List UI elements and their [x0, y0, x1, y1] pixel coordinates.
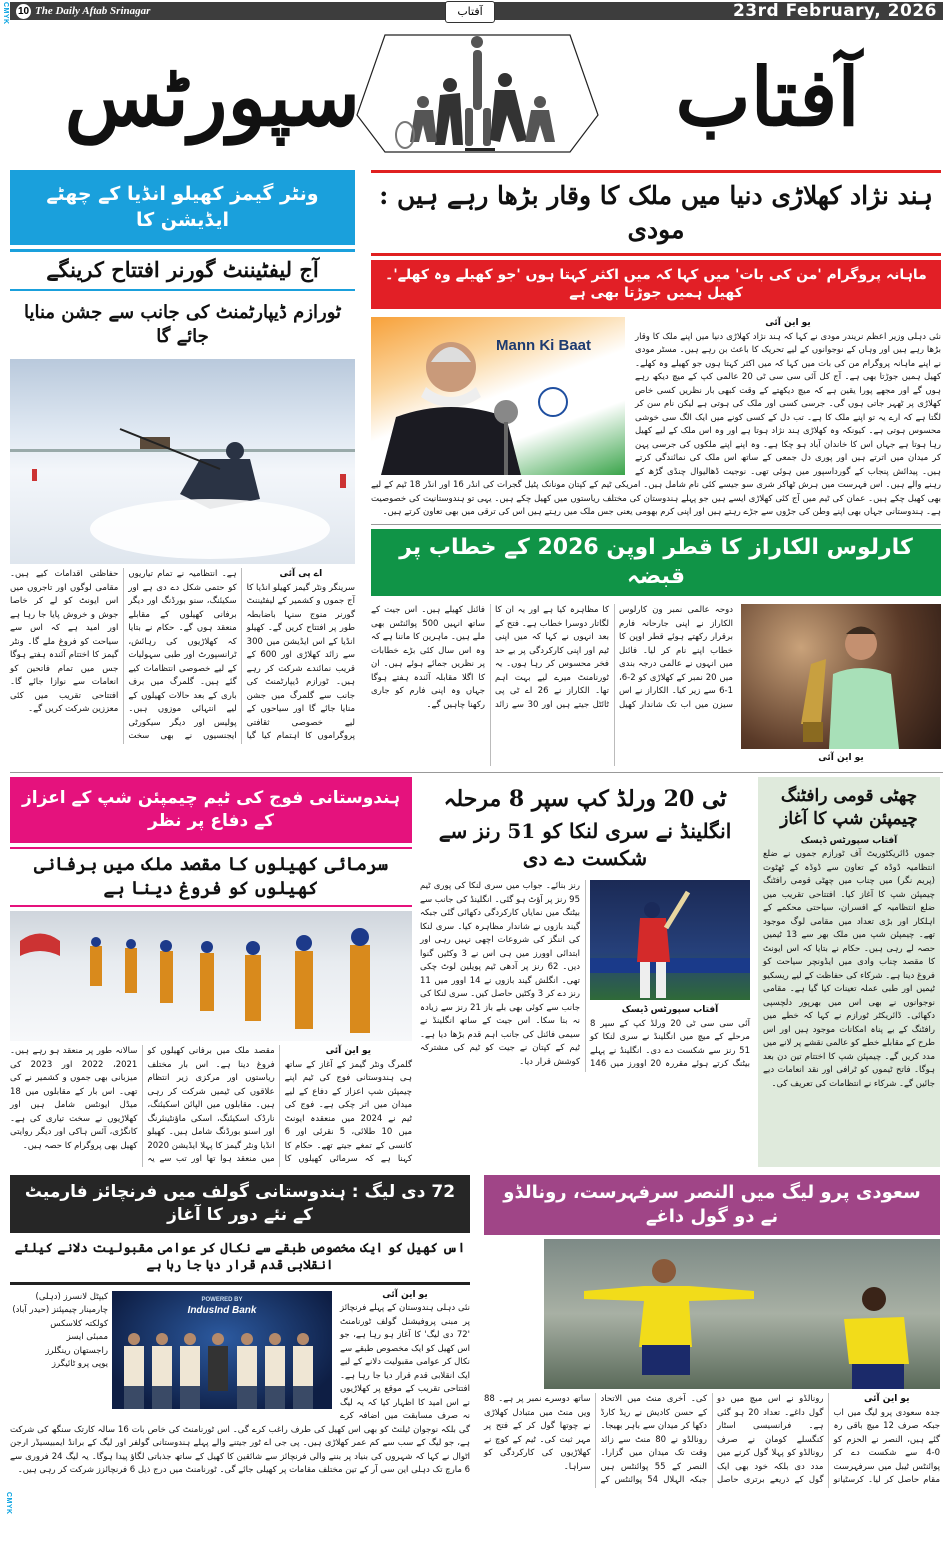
sports-figures-logo-icon — [355, 30, 600, 155]
golf-league-photo — [112, 1291, 332, 1409]
golf-body — [10, 1289, 470, 1478]
row-middle-stories — [10, 772, 943, 1167]
divider — [371, 253, 941, 256]
mann-ki-baat-title: Mann Ki Baat — [496, 337, 592, 355]
article-text: گلمرگ ونٹر گیمز کے آغاز کے ساتھ ہی ہندوستانی فوج کی ٹیم اپنے چیمپئن شپ اعزاز کے دفاع کے لیے میدان میں اتر چکی ہے۔ فوج کی ٹیم نے 2024 میں منعقدہ ایونٹ میں 10 طلائی، 5 نقرئی اور 6 کانسی کے تمغے جیتے تھے۔ حکام کا کہنا ہے کہ سرمائی کھیلوں کا مقصد ملک میں برفانی کھیلوں کو فروغ دینا ہے۔ اس بار مختلف ریاستوں اور مرکزی زیر انتظام علاقوں کی ٹیمیں شرکت کر رہی ہیں۔ مقابلوں میں الپائن اسکیئنگ، نارڈک اسکیئنگ، اسکی ماؤنٹینئرنگ اور اسنو بورڈنگ شامل ہیں۔ کھیلو انڈیا ونٹر گیمز کا پہلا ایڈیشن 2020 میں منعقد ہوا تھا اور تب سے یہ سالانہ طور پر منعقد ہو رہے ہیں۔ 2021، 2022 اور 2023 کی میزبانی بھی جموں و کشمیر نے کی تھی۔ اس بار کے مقابلوں میں 18 میڈل ایونٹس شامل ہیں اور کھلاڑیوں نے سخت تیاری کی ہے۔ کانگڑی، آئس ہاکی اور دیگر روایتی کھیل بھی پروگرام کا حصہ ہیں۔ — [10, 1046, 412, 1165]
alcaraz-headline: کارلوس الکاراز کا قطر اوپن 2026 کے خطاب پر قبضہ — [371, 529, 941, 596]
article-text: آئی سی سی ٹی 20 ورلڈ کپ کے سپر 8 مرحلے کے میچ میں انگلینڈ نے سری لنکا کو 51 رنز سے شکست دے دی۔ انگلینڈ نے پہلے بیٹنگ کرتے ہوئے مقررہ 20 اوورز میں 146 رنز بنائے۔ جواب میں سری لنکا کی پوری ٹیم 95 رنز پر آؤٹ ہو گئی۔ انگلینڈ کی جانب سے بیٹنگ میں نمایاں کارکردگی دکھائی گئی جبکہ گیند بازوں نے شاندار مظاہرہ کیا۔ سری لنکا کی اننگز کی شروعات اچھی نہیں رہی اور ابتدائی اوورز میں ہی اس نے 3 وکٹیں گنوا دیں۔ 62 رنز پر آدھی ٹیم پویلین لوٹ چکی تھی۔ انگلش گیند بازوں نے 14 اوور میں 11 رنز دے کر 3 وکٹیں حاصل کیں۔ سری لنکا کی جانب سے کوئی بھی بلے باز 21 رنز سے زیادہ نہ بنا سکا۔ اس جیت کے ساتھ انگلینڈ نے سیمی فائنل کی جانب اہم قدم بڑھا دیا ہے۔ ٹیم کے کپتان نے جیت کو ٹیم کی مشترکہ کوشش قرار دیا۔ — [420, 881, 750, 1070]
cricket-batsman-photo — [590, 880, 750, 1000]
modi-subheadline: ماہانہ پروگرام 'من کی بات' میں کہا کہ میں اکثر کہتا ہوں 'جو کھیلے وہ کھلے'۔ کھیل ہمیں جوڑتا بھی ہے — [371, 260, 941, 310]
byline: آفتاب سپورٹس ڈیسک — [800, 835, 898, 846]
cricket-article — [420, 777, 750, 1167]
winter-games-kicker: ونٹر گیمز کھیلو انڈیا کے چھٹے ایڈیشن کا — [10, 170, 355, 245]
modi-headline: ہند نژاد کھلاڑی دنیا میں ملک کا وقار بڑھا رہے ہیں : مودی — [379, 181, 933, 244]
army-article — [10, 777, 412, 1167]
byline: یو این آئی — [765, 318, 811, 329]
divider — [10, 289, 355, 291]
row-bottom-stories — [5, 1175, 943, 1522]
alcaraz-body — [371, 604, 733, 766]
ronaldo-headline: سعودی پرو لیگ میں النصر سرفہرست، رونالڈو نے دو گول داغے — [484, 1175, 940, 1236]
powered-by-text: POWERED BY — [201, 1296, 243, 1303]
sponsor-text: IndusInd Bank — [187, 1304, 257, 1316]
print-color-marks-bottom: CMYK — [5, 1491, 12, 1515]
divider — [371, 170, 941, 173]
byline: اے پی آئی — [279, 569, 323, 580]
article-text: دوحہ عالمی نمبر ون کارلوس الکاراز نے اپنی جارحانہ فارم برقرار رکھتے ہوئے قطر اوپن کا خطاب اپنے نام کر لیا۔ فائنل میں انہوں نے عالمی درجہ بندی میں 20 نمبر کے کھلاڑی کو 2-6، 1-6 سے زیر کیا۔ الکاراز نے اس سیزن میں اب تک شاندار کھیل کا مظاہرہ کیا ہے اور یہ ان کا لگاتار دوسرا خطاب ہے۔ فتح کے بعد انہوں نے کہا کہ میں اپنی ٹیم اور اپنی کارکردگی پر بے حد فخر محسوس کر رہا ہوں۔ یہ ٹورنامنٹ میرے لیے بہت اہم تھا۔ الکاراز نے 26 اے ٹی پی ٹائٹل جیتے ہیں اور 30 سے زائد فائنل کھیلے ہیں۔ اس جیت کے ساتھ انہیں 500 پوائنٹس بھی ملے ہیں۔ ماہرین کا ماننا ہے کہ وہ اس سال کئی بڑے خطابات پر نظریں جمائے ہوئے ہیں۔ ان کا اگلا مقابلہ آئندہ ہفتے ہوگا جہاں وہ اپنی فارم کو جاری رکھنا چاہیں گے۔ — [371, 605, 733, 710]
masthead-sports: سپورٹس — [64, 50, 360, 144]
winter-games-subheadline: ٹورازم ڈیپارٹمنٹ کی جانب سے جشن منایا جائے گا — [23, 301, 342, 347]
article-text: نئی دہلی وزیر اعظم نریندر مودی نے کہا کہ ہند نژاد کھلاڑی دنیا میں اپنے ملک کا وقار بڑھا رہے ہیں اور وہاں کے نوجوانوں کے لیے تحریک کا باعث بن رہے ہیں۔ مسٹر مودی نے اپنے ماہانہ پروگرام من کی بات میں کہا کہ میں اکثر کہتا ہوں جو کھیلے وہ کھلے۔ کھیل ہمیں جوڑتا بھی ہے۔ آج کل آئی سی سی ٹی 20 عالمی کپ کے میچ دیکھ رہے ہوں گے اور مجھے پورا یقین ہے کہ میچ دیکھتے کے وقت کبھی بار نظریں کسی خاص کھلاڑی پر ٹھہر جاتی ہوں گی۔ جرسی کسی اور ملک کی ہوتی ہے لیکن نام سن کر لگتا ہے کہ ارے یہ تو اپنے ملک کا ہے۔ تب دل کے کسی کونے میں ایک الگ سی خوشی محسوس ہوتی ہے۔ کیونکہ وہ کھلاڑی ہند نژاد ہوتا ہے اور وہ اس ملک کے لیے کھیل رہا ہوتا ہے جہاں اس کا خاندان آباد ہو چکا ہے۔ وہ اپنے اپنے ملکوں کی جرسی پہن کر میدان میں اترتے ہیں اور پوری دل جمعی کے ساتھ اس ملک کی نمائندگی کرتے ہیں۔ پیدائش پنجاب کے گورداسپور میں ہوئی تھی۔ نوجیت ڈھالیوال چنڈی گڑھ کے رہنے والے ہیں۔ اس فہرست میں ہرش ٹھاکر شری سو جیسے کئی نام شامل ہیں۔ امریکی ٹیم کے کپتان مونانک پٹیل گجرات کی انڈر 16 اور انڈر 18 ٹیم کے لیے بھی کھیل چکے ہیں۔ عمان کی ٹیم میں آج کئی کھلاڑی ایسے ہیں جو پہلے ہندوستان کی مختلف ریاستوں میں کھیل چکے ہیں۔ یہی تو ہندوستانیت کی خصوصیت ہے۔ ہندوستانی جہاں بھی اپنے وطن کی جڑوں سے جڑے رہتے ہیں اور اپنی کرم بھومی یعنی جس ملک میں رہتے ہیں اس کی ترقی میں بھی تعاون کرتے ہیں۔ — [371, 331, 941, 518]
cricket-headline: انگلینڈ نے سری لنکا کو 51 رنز سے شکست دے دی — [438, 819, 732, 871]
divider — [10, 905, 412, 907]
rafting-box — [758, 777, 940, 1167]
winter-games-article — [10, 170, 355, 766]
paper-name: The Daily Aftab Srinagar — [35, 5, 151, 17]
golf-photo-and-teams — [10, 1291, 332, 1409]
cricket-kicker: ٹی 20 ورلڈ کپ سپر 8 مرحلہ — [443, 785, 727, 812]
winter-games-headline: آج لیفٹیننٹ گورنر افتتاح کرینگے — [46, 257, 319, 283]
ronaldo-body — [484, 1393, 940, 1488]
ronaldo-celebration-photo — [544, 1239, 940, 1389]
team-item: چارمینار چیمپئنز (حیدر آباد) — [12, 1305, 108, 1316]
issue-date: 23rd February, 2026 — [732, 1, 937, 21]
right-top-column — [371, 170, 941, 766]
divider — [10, 249, 355, 252]
divider — [10, 847, 412, 849]
golf-headline: 72 دی لیگ : ہندوستانی گولف میں فرنچائز فارمیٹ کے نئے دور کا آغاز — [10, 1175, 470, 1233]
divider — [371, 524, 941, 525]
byline: یو این آئی — [325, 1046, 372, 1057]
cricket-body — [420, 880, 750, 1072]
paper-logo: آفتاب — [445, 1, 495, 23]
byline: یو این آئی — [864, 1394, 910, 1405]
masthead — [0, 24, 945, 170]
army-parade-photo — [10, 911, 412, 1041]
alcaraz-photo-column — [741, 604, 941, 766]
army-body — [10, 1045, 412, 1167]
article-text: جموں ڈائریکٹوریٹ آف ٹورازم جموں نے ضلع انتظامیہ ڈوڈہ کے تعاون سے ڈوڈہ کے ٹھٹوت (پریم نگر) میں چناب میں چھٹی قومی رافٹنگ چیمپئن شپ کا آغاز کیا۔ افتتاحی تقریب میں ضلع انتظامیہ کے افسران، سیاحتی محکمے کے اہلکار اور بڑی تعداد میں مقامی لوگ موجود تھے۔ چیمپئن شپ میں ملک بھر سے 13 ٹیمیں حصہ لے رہی ہیں۔ حکام نے بتایا کہ اس ایونٹ کا مقصد چناب وادی میں ایڈونچر سیاحت کو فروغ دینا ہے۔ شرکاء کی حفاظت کے لیے ریسکیو ٹیمیں اور طبی عملہ تعینات کیا گیا ہے۔ مقامی نوجوانوں نے بھی اس میں بھرپور دلچسپی دکھائی۔ ڈائریکٹر ٹورازم نے کہا کہ خطے میں رافٹنگ کے بے پناہ امکانات موجود ہیں اور اس طرح کے مقابلے خطے کو عالمی نقشے پر لانے میں مدد کریں گے۔ چیمپئن شپ کا اختتام تین دن بعد ہوگا۔ فاتح ٹیموں کو ٹرافی اور نقد انعامات دیے جائیں گے۔ شرکاء نے انتظامات کی تعریف کی۔ — [763, 849, 935, 1089]
army-kicker: ہندوستانی فوج کی ٹیم چیمپئن شپ کے اعزاز کے دفاع پر نظر — [10, 777, 412, 843]
article-text: سرینگر ونٹر گیمز کھیلو انڈیا کا آج جموں و کشمیر کے لیفٹیننٹ گورنر منوج سنہا باضابطہ طور پر افتتاح کریں گے۔ کھیلو انڈیا کے اس ایڈیشن میں 300 سے زائد کھلاڑی اور 600 کے قریب نمائندے شرکت کر رہے ہیں۔ ٹورازم ڈیپارٹمنٹ کی جانب سے گلمرگ میں جشن منایا جائے گا اور سیاحوں کے لیے خصوصی ثقافتی پروگراموں کا اہتمام کیا گیا ہے۔ انتظامیہ نے تمام تیاریوں کو حتمی شکل دے دی ہے اور سکیئنگ، سنو بورڈنگ اور دیگر برفانی کھیلوں کے مقابلے منعقد ہوں گے۔ حکام نے بتایا کہ کھلاڑیوں کی رہائش، ٹرانسپورٹ اور طبی سہولیات کے لیے خصوصی انتظامات کیے گئے ہیں۔ گلمرگ میں برف باری کے بعد حالات کھیلوں کے لیے انتہائی موزوں ہیں۔ پولیس اور دیگر سیکورٹی ایجنسیوں نے بھی سخت حفاظتی اقدامات کیے ہیں۔ مقامی لوگوں اور تاجروں میں اس ایونٹ کو لے کر خاصا جوش و خروش پایا جا رہا ہے اور امید ہے کہ اس سے سیاحت کو فروغ ملے گا۔ ونٹر گیمز کا اختتام آئندہ ہفتے ہوگا جس میں تمام فاتحین کو انعامات سے نوازا جائے گا۔ افتتاحی تقریب میں کئی معززین شرکت کریں گے۔ — [10, 569, 355, 742]
article-text: جدہ سعودی پرو لیگ میں اب جبکہ صرف 12 میچ باقی رہ گئے ہیں، النصر نے الحزم کو 0-4 سے شکست دے کر پوائنٹس ٹیبل میں سرفہرست مقام حاصل کر لیا۔ کرسٹیانو رونالڈو نے اس میچ میں دو گول داغے۔ تعداد 20 ہو گئی ہے۔ فرانسیسی اسٹار کنگسلے کومان نے صرف رونالڈو کو پہلا گول کرنے میں مدد دی بلکہ خود بھی ایک گول کے ذریعے برتری حاصل کی۔ آخری منٹ میں الاتحاد کے حسن کادیش نے ریڈ کارڈ دکھا کر میدان سے باہر بھیجا۔ رونالڈو نے 80 منٹ سے زائد وقت تک میدان میں گزارا۔ النصر کے 55 پوائنٹس ہیں جبکہ الہلال 54 پوائنٹس کے ساتھ دوسرے نمبر پر ہے۔ 88 ویں منٹ میں متبادل کھلاڑی نے چوتھا گول کر کے فتح پر مہر ثبت کی۔ ٹیم کے کوچ نے کھلاڑیوں کی کارکردگی کو سراہا۔ — [484, 1394, 940, 1486]
mann-ki-baat-photo — [371, 317, 625, 475]
alcaraz-article — [371, 604, 941, 766]
modi-body — [371, 317, 941, 520]
byline: یو این آئی — [818, 753, 864, 764]
bottom-margin — [5, 1491, 940, 1522]
rafting-body — [763, 835, 935, 1092]
team-item: یوپی پرو ٹائیگرز — [51, 1359, 108, 1370]
golf-subheadline: اس کھیل کو ایک مخصوص طبقے سے نکال کر عوامی مقبولیت دلانے کیلئے انقلابی قدم قرار دیا جا رہا ہے — [14, 1240, 466, 1274]
golf-article — [10, 1175, 470, 1522]
skier-photo — [10, 359, 355, 564]
team-item: کیپٹل لانسرز (دہلی) — [35, 1291, 108, 1302]
team-item: راجستھان رینگلرز — [45, 1345, 108, 1356]
page-number: 10 — [17, 5, 30, 17]
team-item: کولکتہ کلاسکس — [50, 1318, 108, 1329]
byline: آفتاب سپورٹس ڈیسک — [621, 1005, 719, 1016]
divider — [10, 1282, 470, 1285]
alcaraz-trophy-photo — [741, 604, 941, 749]
rafting-headline: چھٹی قومی رافٹنگ چیمپئن شپ کا آغاز — [780, 785, 918, 829]
print-color-marks-top: CMYK — [2, 2, 9, 25]
masthead-aftab: آفتاب — [675, 50, 860, 144]
row-top-stories — [10, 170, 943, 766]
winter-games-body — [10, 568, 355, 744]
page-top — [0, 0, 945, 24]
byline: یو این آئی — [382, 1289, 428, 1300]
team-item: ممبئی ایسز — [66, 1332, 108, 1343]
golf-teams-list — [10, 1291, 108, 1409]
article-text: نئی دہلی ہندوستان کے پہلے فرنچائز پر مبنی پروفیشنل گولف ٹورنامنٹ '72 دی لیگ' کا آغاز ہو رہا ہے، جو اس کھیل کو ایک مخصوص طبقے سے نکال کر عوامی مقبولیت دلانے کے لیے ایک انقلابی قدم قرار دیا جا رہا ہے۔ افتتاحی تقریب کے موقع پر کھلاڑیوں نے اس امید کا اظہار کیا کہ یہ لیگ نہ صرف مسابقت میں اضافہ کرے گی بلکہ نوجوان ٹیلنٹ کو بھی اس کھیل کی طرف راغب کرے گی۔ اس ٹورنامنٹ کی خاص بات 16 سالہ کارتک سنگھ کی شرکت ہے، جو لیگ کے سب سے کم عمر کھلاڑی ہیں۔ پی جی اے ٹور جیتنے والے پہلے ہندوستانی گولفر اور لیگ کے برانڈ ایمبیسیڈر ارجن اٹوال نے کہا کہ شہروں کی بنیاد پر بننے والی فرنچائز سے شائقین کا کھیل کے ساتھ جذباتی لگاؤ پیدا ہوگا۔ یہ لیگ 24 فروری سے 6 مارچ تک دہلی این سی آر کے تین مختلف مقامات پر کھیلی جائے گی۔ ٹورنامنٹ میں درج ذیل 6 فرنچائزز شرکت کر رہی ہیں۔ — [10, 1303, 470, 1476]
army-headline: سرمائی کھیلوں کا مقصد ملک میں برفانی کھیلوں کو فروغ دینا ہے — [33, 853, 388, 899]
